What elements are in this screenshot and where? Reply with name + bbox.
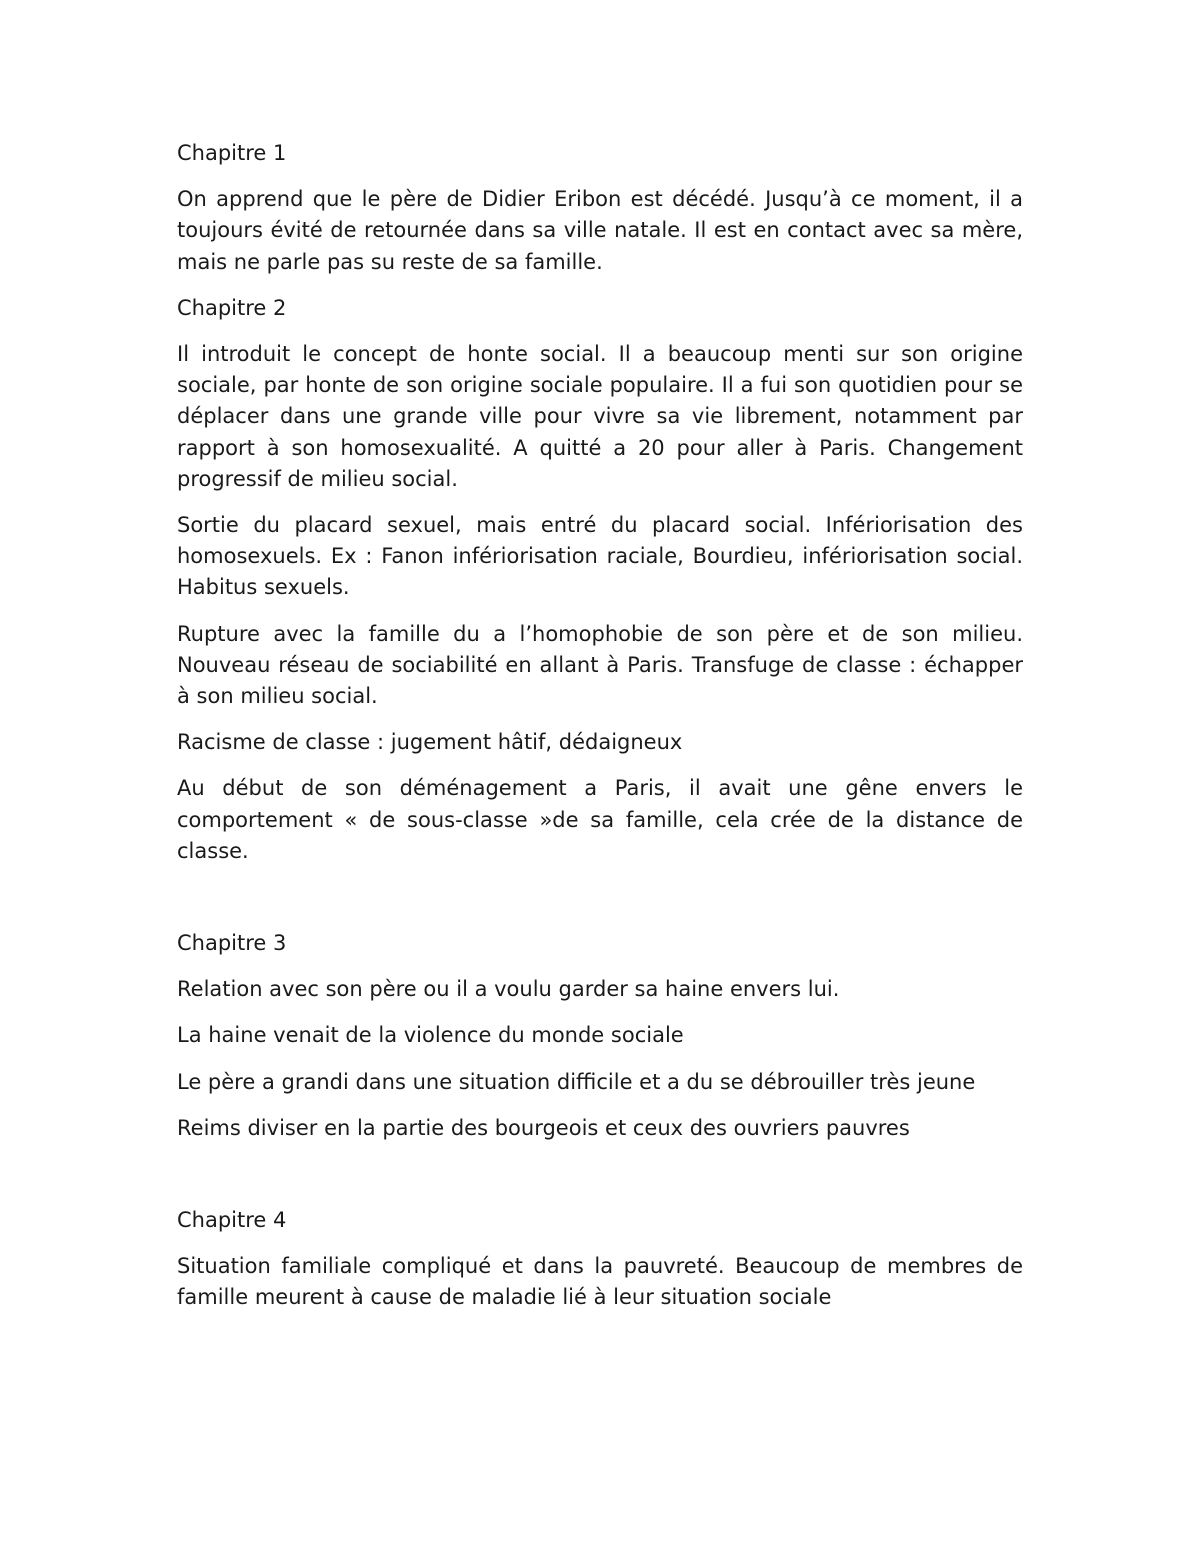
paragraph: Reims diviser en la partie des bourgeois et ceux des ouvriers pauvres [177,1115,910,1140]
paragraph: Sortie du placard sexuel, mais entré du placard social. Infériorisation des homosexuels. Ex : Fanon infériorisation raciale, Bourdieu, infériorisation social. Habitus sexuels. [177,513,1023,600]
paragraph: Il introduit le concept de honte social. Il a beaucoup menti sur son origine sociale, par honte de son origine sociale populaire. Il a fui son quotidien pour se déplacer dans une grande ville pour vivre sa vie librement, notamment par rapport à son homosexualité. A quitté a 20 pour aller à Paris. Changement progressif de milieu social. [177,342,1023,491]
section-chapitre-4 [177,1205,1023,1314]
document-page [177,138,1023,1329]
section-heading: Chapitre 3 [177,931,287,956]
paragraph: Relation avec son père ou il a voulu garder sa haine envers lui. [177,977,840,1002]
paragraph: Situation familiale compliqué et dans la pauvreté. Beaucoup de membres de famille meurent à cause de maladie lié à leur situation sociale [177,1254,1023,1310]
paragraph: Le père a grandi dans une situation difficile et a du se débrouiller très jeune [177,1069,976,1094]
paragraph: Rupture avec la famille du a l’homophobie de son père et de son milieu. Nouveau réseau de sociabilité en allant à Paris. Transfuge de classe : échapper à son milieu social. [177,621,1023,709]
blank-line [177,1159,1023,1205]
section-heading: Chapitre 2 [177,295,287,320]
section-chapitre-3 [177,928,1023,1144]
paragraph: On apprend que le père de Didier Eribon est décédé. Jusqu’à ce moment, il a toujours évité de retournée dans sa ville natale. Il est en contact avec sa mère, mais ne parle pas su reste de sa famille. [177,187,1023,274]
blank-line [177,882,1023,928]
section-chapitre-2 [177,293,1023,867]
section-chapitre-1 [177,138,1023,278]
paragraph: Racisme de classe : jugement hâtif, dédaigneux [177,730,683,755]
section-heading: Chapitre 4 [177,1208,287,1233]
paragraph: Au début de son déménagement a Paris, il avait une gêne envers le comportement « de sous-classe »de sa famille, cela crée de la distance de classe. [177,776,1023,863]
section-heading: Chapitre 1 [177,141,287,165]
paragraph: La haine venait de la violence du monde sociale [177,1023,684,1048]
